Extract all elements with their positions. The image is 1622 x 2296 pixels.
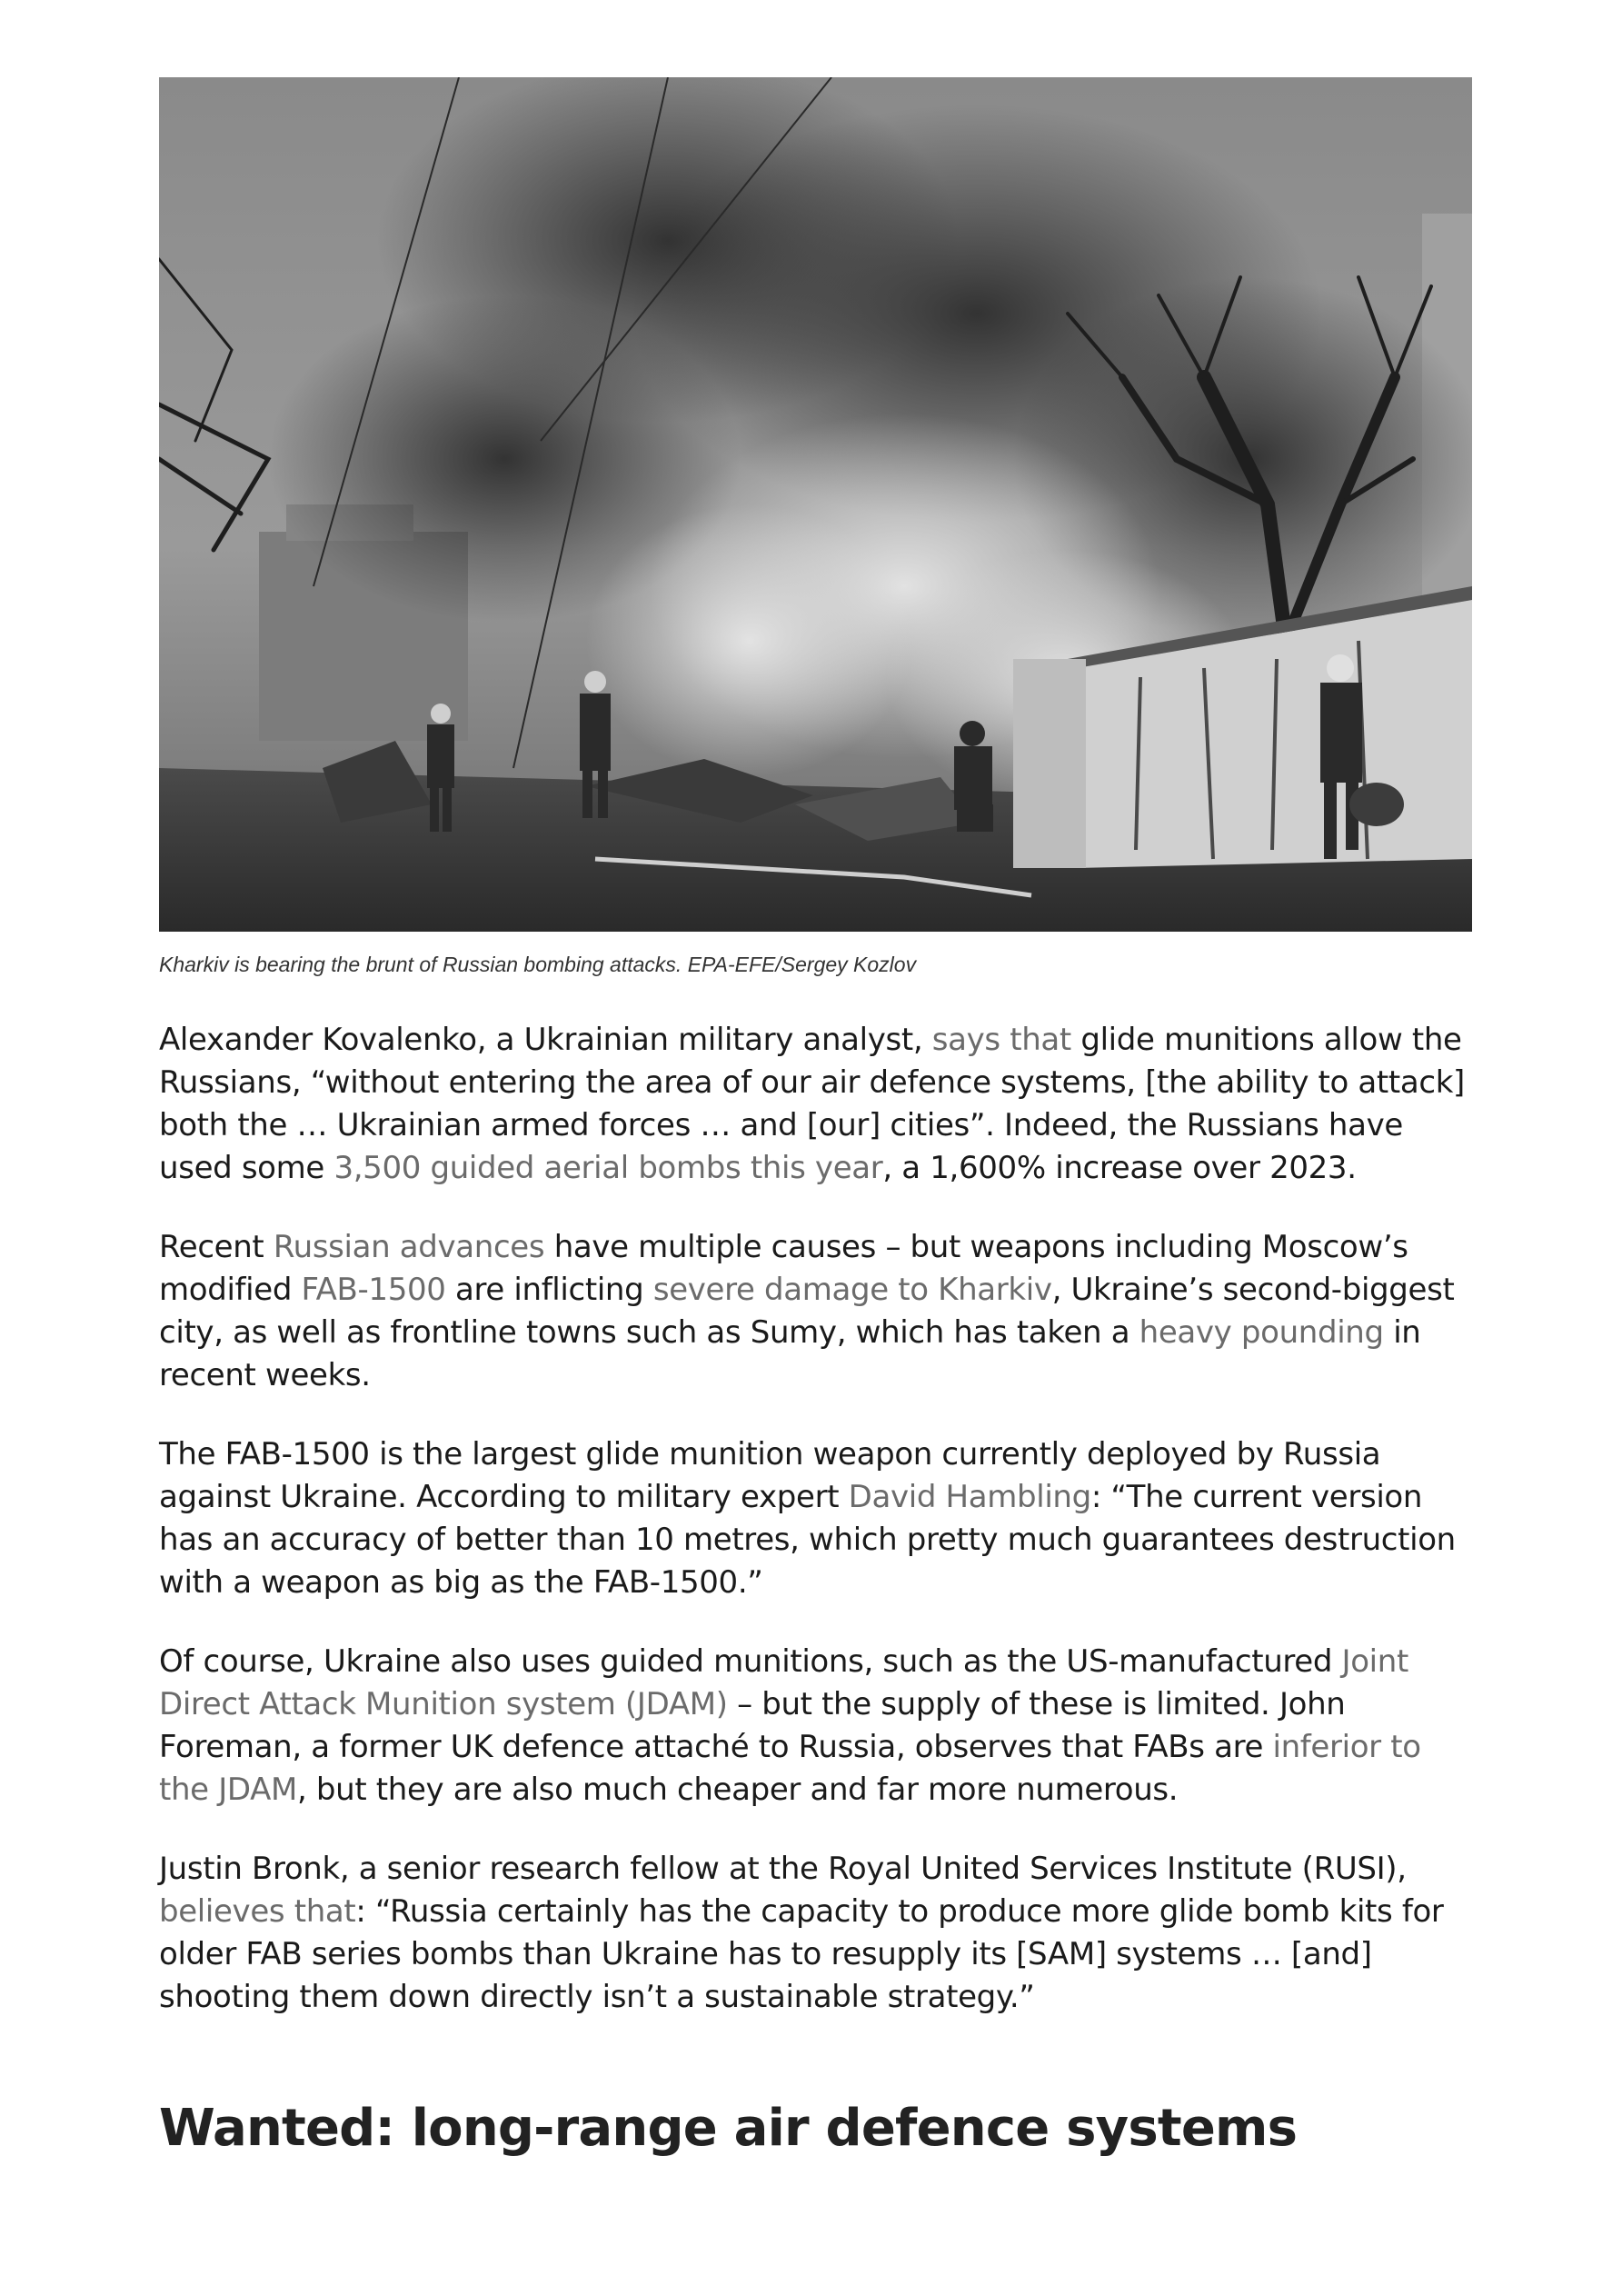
article-photo <box>159 77 1472 932</box>
section-heading: Wanted: long-range air defence systems <box>159 2099 1298 2158</box>
paragraph-text: glide munitions allow the Russians, “without entering the area of our air defence systems, [the ability to attack] both the … Ukrainian armed forces … and [our] cities”. Indeed, the Russians have used some <box>159 1022 1465 1186</box>
paragraph-text: The FAB-1500 is the largest glide munition weapon currently deployed by Russia against Ukraine. According to military expert <box>159 1436 1381 1515</box>
article-paragraph <box>159 1226 1472 1397</box>
article <box>159 77 1472 2159</box>
article-paragraph <box>159 1641 1472 1812</box>
paragraph-text: : “The current version has an accuracy of better than 10 metres, which pretty much guarantees destruction with a weapon as big as the FAB-1500.” <box>159 1479 1456 1601</box>
paragraph-text: in recent weeks. <box>159 1314 1421 1393</box>
photo-caption: Kharkiv is bearing the brunt of Russian bombing attacks. EPA-EFE/Sergey Kozlov <box>159 953 917 976</box>
paragraph-text: Recent <box>159 1229 274 1265</box>
paragraph-text: have multiple causes – but weapons including Moscow’s modified <box>159 1229 1408 1308</box>
firefighters-smoke-image <box>159 77 1472 932</box>
paragraph-text: Justin Bronk, a senior research fellow at the Royal United Services Institute (RUSI), <box>159 1851 1407 1887</box>
paragraph-text: , a 1,600% increase over 2023. <box>882 1150 1357 1186</box>
inline-link[interactable]: says that <box>931 1022 1071 1058</box>
inline-link[interactable]: Joint Direct Attack Munition system (JDAM) <box>159 1643 1408 1722</box>
paragraph-text: , Ukraine’s second-biggest city, as well as frontline towns such as Sumy, which has taken a <box>159 1272 1455 1351</box>
paragraph-text: – but the supply of these is limited. John Foreman, a former UK defence attaché to Russia, observes that FABs are <box>159 1686 1346 1765</box>
paragraph-text: Alexander Kovalenko, a Ukrainian military analyst, <box>159 1022 932 1058</box>
inline-link[interactable]: inferior to the JDAM <box>159 1729 1421 1808</box>
article-paragraph <box>159 1848 1472 2019</box>
inline-link[interactable]: FAB-1500 <box>301 1272 446 1308</box>
inline-link[interactable]: severe damage to Kharkiv <box>652 1272 1052 1308</box>
paragraph-text: , but they are also much cheaper and far more numerous. <box>297 1772 1179 1808</box>
paragraph-text: : “Russia certainly has the capacity to produce more glide bomb kits for older FAB series bombs than Ukraine has to resupply its [SAM] systems … [and] shooting them down directly isn’t a sustainable strategy.” <box>159 1893 1444 2015</box>
paragraph-text: Of course, Ukraine also uses guided munitions, such as the US-manufactured <box>159 1643 1342 1680</box>
paragraph-text: are inflicting <box>445 1272 653 1308</box>
inline-link[interactable]: believes that <box>159 1893 356 1930</box>
article-paragraph <box>159 1433 1472 1604</box>
article-paragraph <box>159 1019 1472 1190</box>
inline-link[interactable]: heavy pounding <box>1139 1314 1384 1351</box>
inline-link[interactable]: 3,500 guided aerial bombs this year <box>333 1150 883 1186</box>
inline-link[interactable]: David Hambling <box>848 1479 1091 1515</box>
inline-link[interactable]: Russian advances <box>273 1229 545 1265</box>
article-body <box>159 1019 1472 2019</box>
